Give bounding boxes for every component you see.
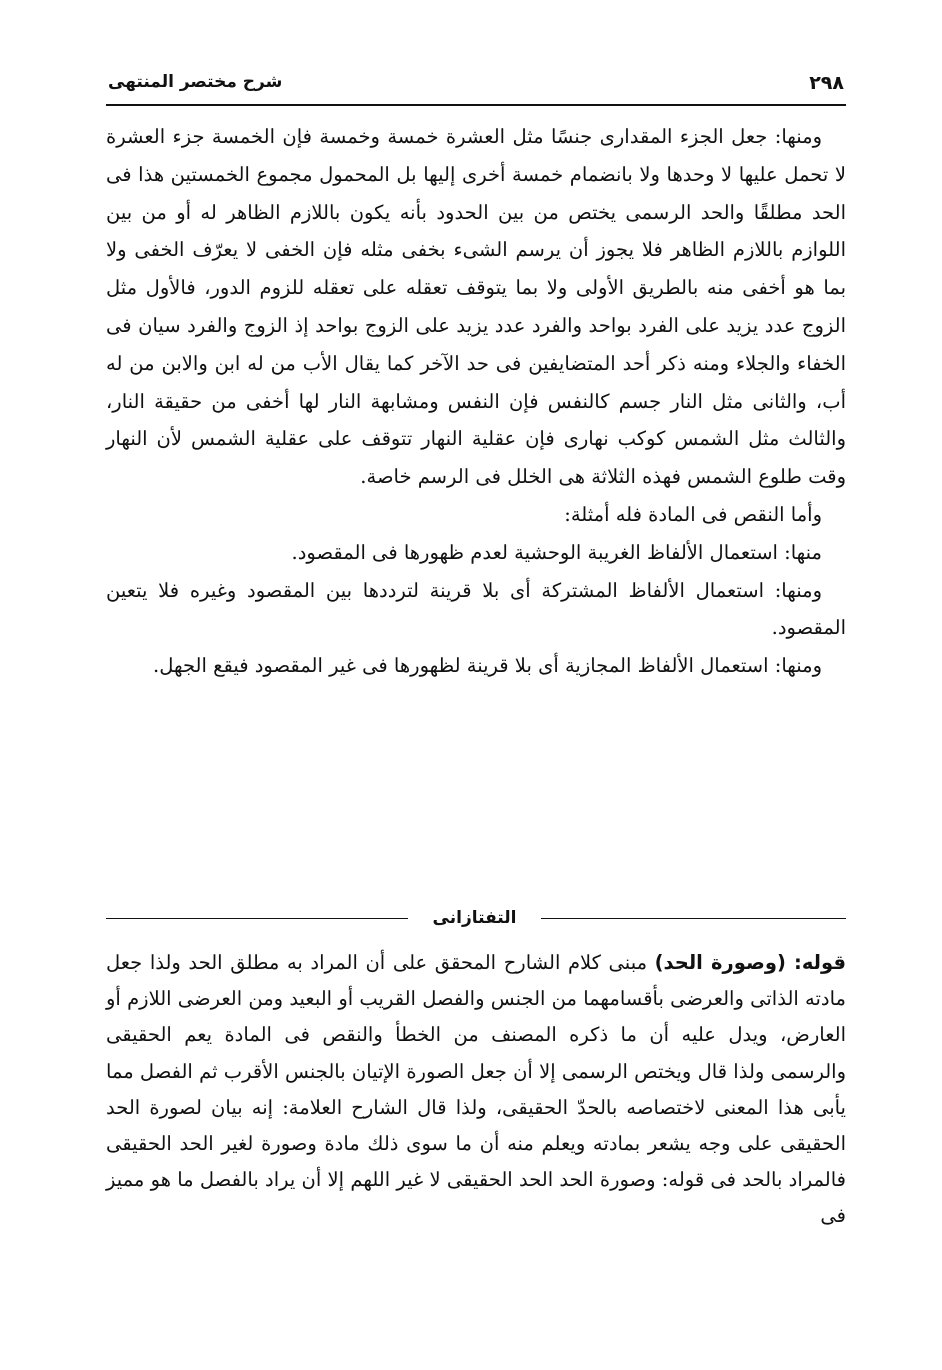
commentary-lead: قوله: (وصورة الحد) — [654, 951, 846, 974]
divider-line — [106, 918, 408, 919]
paragraph: منها: استعمال الألفاظ الغريبة الوحشية لعدم ظهورها فى المقصود. — [291, 540, 822, 564]
page-header — [108, 64, 844, 104]
section-title: التفتازانى — [432, 908, 517, 928]
commentary-text — [106, 945, 846, 1235]
divider-line — [541, 918, 846, 919]
page-number: ٢٩٨ — [809, 72, 844, 94]
paragraph: ومنها: جعل الجزء المقدارى جنسًا مثل العشرة خمسة وخمسة فإن الخمسة جزء العشرة لا تحمل عليها لا وحدها ولا بانضمام خمسة أخرى إليها بل المحمول مجموع الخمستين هذا فى الحد مطلقًا والحد الرسمى يختص من بين الحدود بأنه يكون باللازم الظاهر له أو من بين اللوازم باللازم الظاهر فلا يجوز أن يرسم الشىء بخفى مثله فإن الخفى لا يعرّف الخفى ولا بما هو أخفى منه بالطريق الأولى ولا بما يتوقف تعقله على تعقله للزوم الدور، فالأول مثل الزوج عدد يزيد على الفرد بواحد والفرد عدد يزيد على الزوج بواحد إذ الزوج والفرد سيان فى الخفاء والجلاء ومنه ذكر أحد المتضايفين فى حد الآخر كما يقال الأب من له ابن والابن من له أب، والثانى مثل النار جسم كالنفس فإن النفس ومشابهة النار لها أخفى من حقيقة النار، والثالث مثل الشمس كوكب نهارى فإن عقلية النهار تتوقف على عقلية الشمس لأن النهار وقت طلوع الشمس فهذه الثلاثة هى الخلل فى الرسم خاصة. — [106, 125, 847, 489]
paragraph: ومنها: استعمال الألفاظ المجازية أى بلا قرينة لظهورها فى غير المقصود فيقع الجهل. — [153, 654, 822, 678]
paragraph: ومنها: استعمال الألفاظ المشتركة أى بلا قرينة لترددها بين المقصود وغيره فلا يتعين المقصود. — [106, 578, 846, 640]
commentary-paragraph — [106, 945, 846, 1235]
header-rule — [106, 104, 846, 106]
book-title: شرح مختصر المنتهى — [108, 72, 283, 92]
paragraph: وأما النقص فى المادة فله أمثلة: — [564, 502, 822, 526]
section-divider — [106, 903, 846, 933]
commentary-body: مبنى كلام الشارح المحقق على أن المراد به مطلق الحد ولذا جعل مادته الذاتى والعرضى بأقسامهما من الجنس والفصل القريب أو البعيد ومن العرضى اللازم أو العارض، ويدل عليه أن ما ذكره المصنف من الخطأ والنقص فى المادة يعم الحقيقى والرسمى ولذا قال ويختص الرسمى إلا أن جعل الصورة الإتيان بالجنس الأقرب ثم الفصل مما يأبى هذا المعنى لاختصاصه بالحدّ الحقيقى، ولذا قال الشارح العلامة: إنه بيان لصورة الحد الحقيقى على وجه يشعر بمادته ويعلم منه أن ما سوى ذلك مادة وصورة لغير الحد الحقيقى فالمراد بالحد فى قوله: وصورة الحد الحد الحقيقى لا غير اللهم إلا أن يراد بالفصل ما هو مميز فى — [106, 951, 846, 1228]
main-text — [106, 118, 846, 685]
